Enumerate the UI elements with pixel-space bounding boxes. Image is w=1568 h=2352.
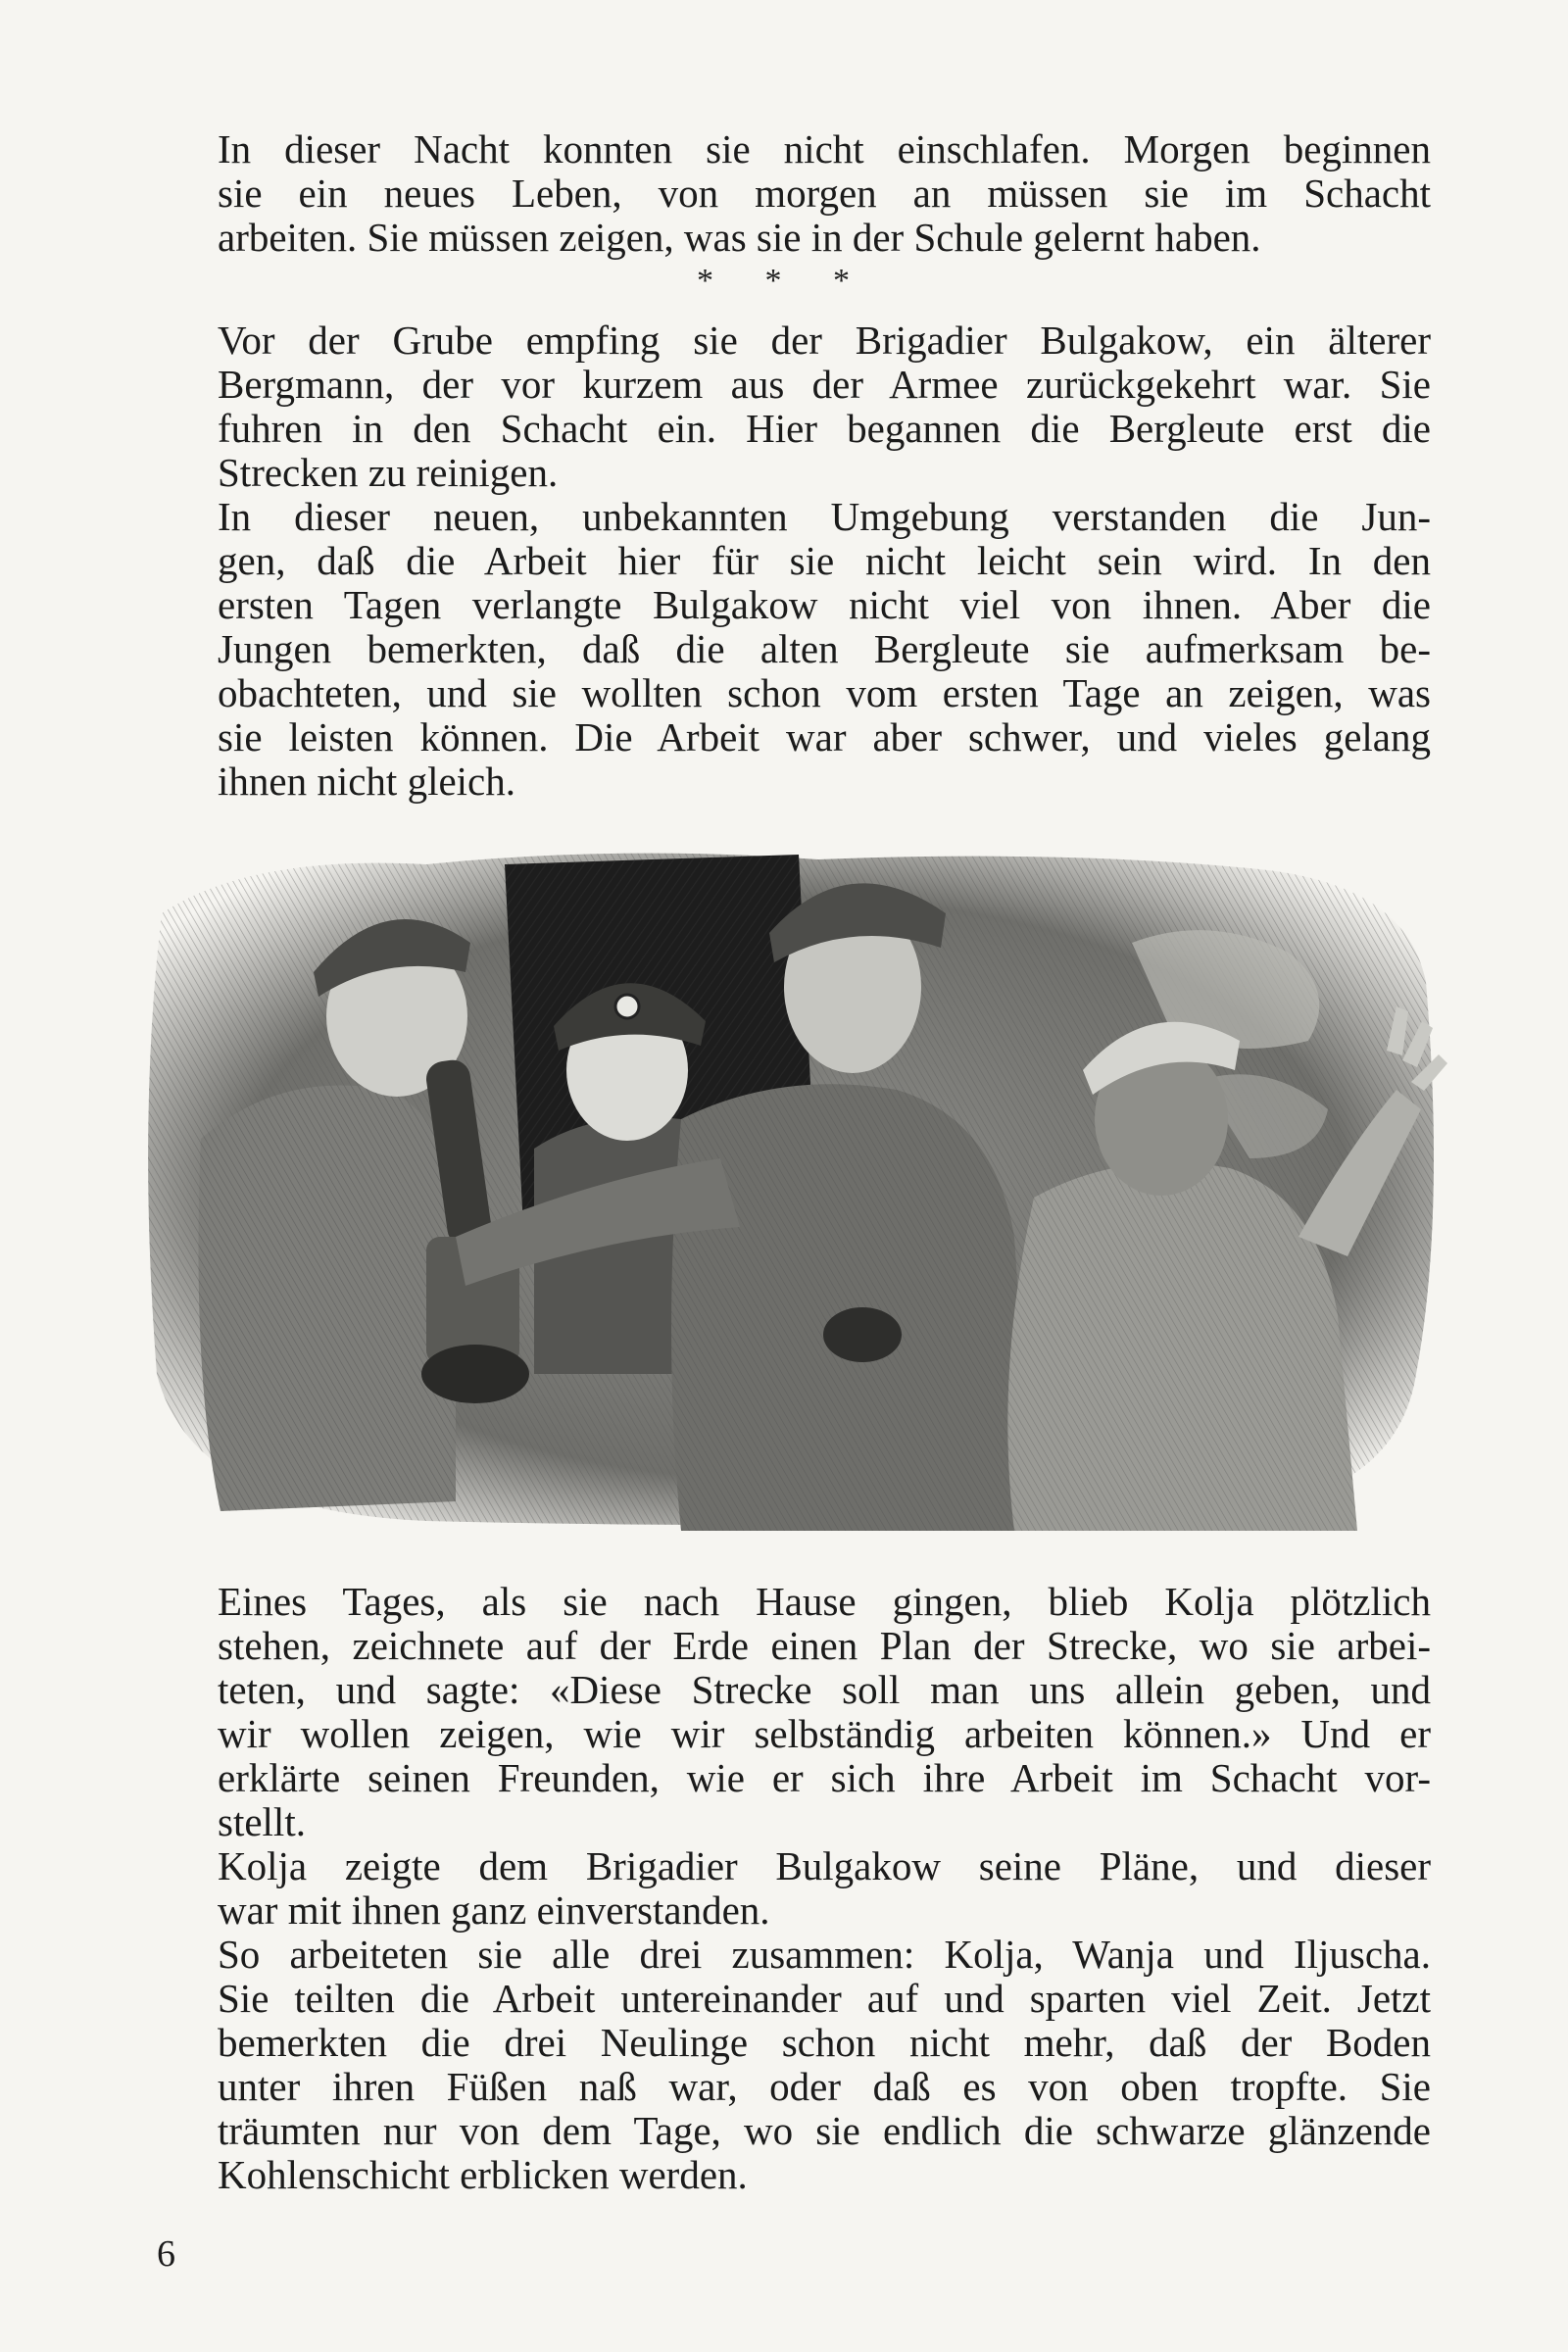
text-line: sie ein neues Leben, von morgen an müssen sie im Schacht — [218, 171, 1431, 216]
text-line: war mit ihnen ganz einverstanden. — [218, 1887, 770, 1933]
paragraph-agreement — [157, 1844, 1431, 1933]
text-line: Strecken zu reinigen. — [218, 450, 559, 495]
text-line: träumten nur von dem Tage, wo sie endlich die schwarze glänzende — [218, 2108, 1431, 2153]
text-line: In dieser Nacht konnten sie nicht einschlafen. Morgen beginnen — [218, 126, 1431, 172]
page-number: 6 — [157, 2233, 175, 2275]
text-block-opening — [157, 127, 1431, 260]
text-line: ihnen nicht gleich. — [218, 759, 515, 804]
text-line: Jungen bemerkten, daß die alten Bergleute sie aufmerksam be- — [218, 626, 1431, 671]
text-block-brigadier — [157, 318, 1431, 804]
text-line: obachteten, und sie wollten schon vom ersten Tage an zeigen, was — [218, 670, 1431, 715]
text-line: erklärte seinen Freunden, wie er sich ihre Arbeit im Schacht vor- — [218, 1755, 1431, 1800]
text-line: stellt. — [218, 1799, 306, 1844]
paragraph-night — [157, 127, 1431, 260]
section-separator: * * * — [697, 263, 871, 299]
text-line: arbeiten. Sie müssen zeigen, was sie in der Schule gelernt haben. — [218, 215, 1261, 260]
text-line: stehen, zeichnete auf der Erde einen Plan der Strecke, wo sie arbei- — [218, 1623, 1431, 1668]
text-line: sie leisten können. Die Arbeit war aber schwer, und vieles gelang — [218, 714, 1431, 760]
text-line: Kohlenschicht erblicken werden. — [218, 2152, 748, 2197]
text-line: ersten Tagen verlangte Bulgakow nicht viel von ihnen. Aber die — [218, 582, 1431, 627]
text-line: unter ihren Füßen naß war, oder daß es von oben tropfte. Sie — [218, 2064, 1431, 2109]
miners-illustration — [132, 825, 1450, 1531]
text-line: teten, und sagte: «Diese Strecke soll man uns allein geben, und — [218, 1667, 1431, 1712]
text-line: gen, daß die Arbeit hier für sie nicht leicht sein wird. In den — [218, 538, 1431, 583]
text-line: Eines Tages, als sie nach Hause gingen, blieb Kolja plötzlich — [218, 1579, 1431, 1624]
text-line: wir wollen zeigen, wie wir selbständig arbeiten können.» Und er — [218, 1711, 1431, 1756]
paragraph-brigadier — [157, 318, 1431, 495]
text-line: Kolja zeigte dem Brigadier Bulgakow seine Pläne, und dieser — [218, 1843, 1431, 1888]
paragraph-working-together — [157, 1933, 1431, 2197]
paragraph-new-surroundings — [157, 495, 1431, 804]
paragraph-kolja-plan — [157, 1580, 1431, 1844]
text-line: Sie teilten die Arbeit untereinander auf und sparten viel Zeit. Jetzt — [218, 1976, 1431, 2021]
text-line: fuhren in den Schacht ein. Hier begannen die Bergleute erst die — [218, 406, 1431, 451]
text-line: In dieser neuen, unbekannten Umgebung verstanden die Jun- — [218, 494, 1431, 539]
text-line: So arbeiteten sie alle drei zusammen: Kolja, Wanja und Iljuscha. — [218, 1932, 1431, 1977]
text-line: bemerkten die drei Neulinge schon nicht mehr, daß der Boden — [218, 2020, 1431, 2065]
text-line: Vor der Grube empfing sie der Brigadier Bulgakow, ein älterer — [218, 318, 1431, 363]
text-line: Bergmann, der vor kurzem aus der Armee zurückgekehrt war. Sie — [218, 362, 1431, 407]
text-block-plan — [157, 1580, 1431, 2197]
